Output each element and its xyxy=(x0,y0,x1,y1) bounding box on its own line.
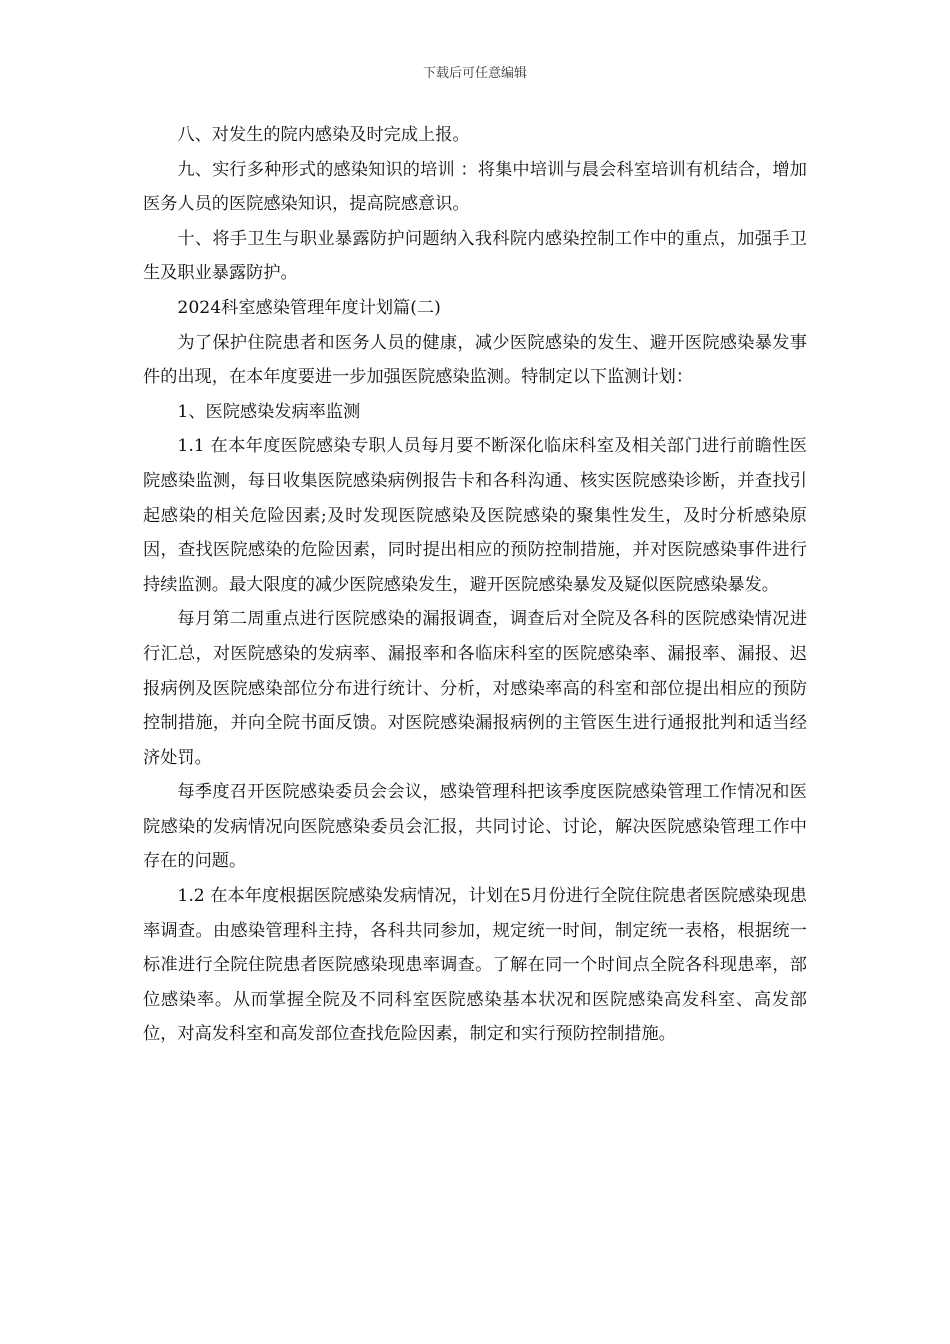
paragraph-intro: 为了保护住院患者和医务人员的健康，减少医院感染的发生、避开医院感染暴发事件的出现，在本年度要进一步加强医院感染监测。特制定以下监测计划： xyxy=(143,332,807,388)
paragraph-quarterly-meeting: 每季度召开医院感染委员会会议，感染管理科把该季度医院感染管理工作情况和医院感染的发病情况向医院感染委员会汇报，共同讨论、讨论，解决医院感染管理工作中存在的问题。 xyxy=(143,782,807,872)
paragraph-item-10: 十、将手卫生与职业暴露防护问题纳入我科院内感染控制工作中的重点，加强手卫生及职业暴露防护。 xyxy=(143,228,807,284)
paragraph-1-1: 1.1 在本年度医院感染专职人员每月要不断深化临床科室及相关部门进行前瞻性医院感染监测，每日收集医院感染病例报告卡和各科沟通、核实医院感染诊断，并查找引起感染的相关危险因素;及时发现医院感染及医院感染的聚集性发生，及时分析感染原因，查找医院感染的危险因素，同时提出相应的预防控制措施，并对医院感染事件进行持续监测。最大限度的减少医院感染发生，避开医院感染暴发及疑似医院感染暴发。 xyxy=(143,436,807,595)
paragraph-item-9: 九、实行多种形式的感染知识的培训 ：将集中培训与晨会科室培训有机结合，增加医务人员的医院感染知识，提高院感意识。 xyxy=(143,159,807,215)
paragraph-item-8: 八、对发生的院内感染及时完成上报。 xyxy=(177,125,470,145)
section-title: 2024科室感染管理年度计划篇(二) xyxy=(177,297,441,318)
document-body xyxy=(143,118,807,1052)
subsection-heading: 1、医院感染发病率监测 xyxy=(177,401,361,422)
paragraph-monthly-survey: 每月第二周重点进行医院感染的漏报调查，调查后对全院及各科的医院感染情况进行汇总，对医院感染的发病率、漏报率和各临床科室的医院感染率、漏报率、漏报、迟报病例及医院感染部位分布进行统计、分析，对感染率高的科室和部位提出相应的预防控制措施，并向全院书面反馈。对医院感染漏报病例的主管医生进行通报批判和适当经济处罚。 xyxy=(143,609,807,768)
page-header-note: 下载后可任意编辑 xyxy=(422,66,527,81)
paragraph-1-2: 1.2 在本年度根据医院感染发病情况，计划在5月份进行全院住院患者医院感染现患率调查。由感染管理科主持，各科共同参加，规定统一时间，制定统一表格，根据统一标准进行全院住院患者医院感染现患率调查。了解在同一个时间点全院各科现患率，部位感染率。从而掌握全院及不同科室医院感染基本状况和医院感染高发科室、高发部位，对高发科室和高发部位查找危险因素，制定和实行预防控制措施。 xyxy=(143,886,807,1045)
